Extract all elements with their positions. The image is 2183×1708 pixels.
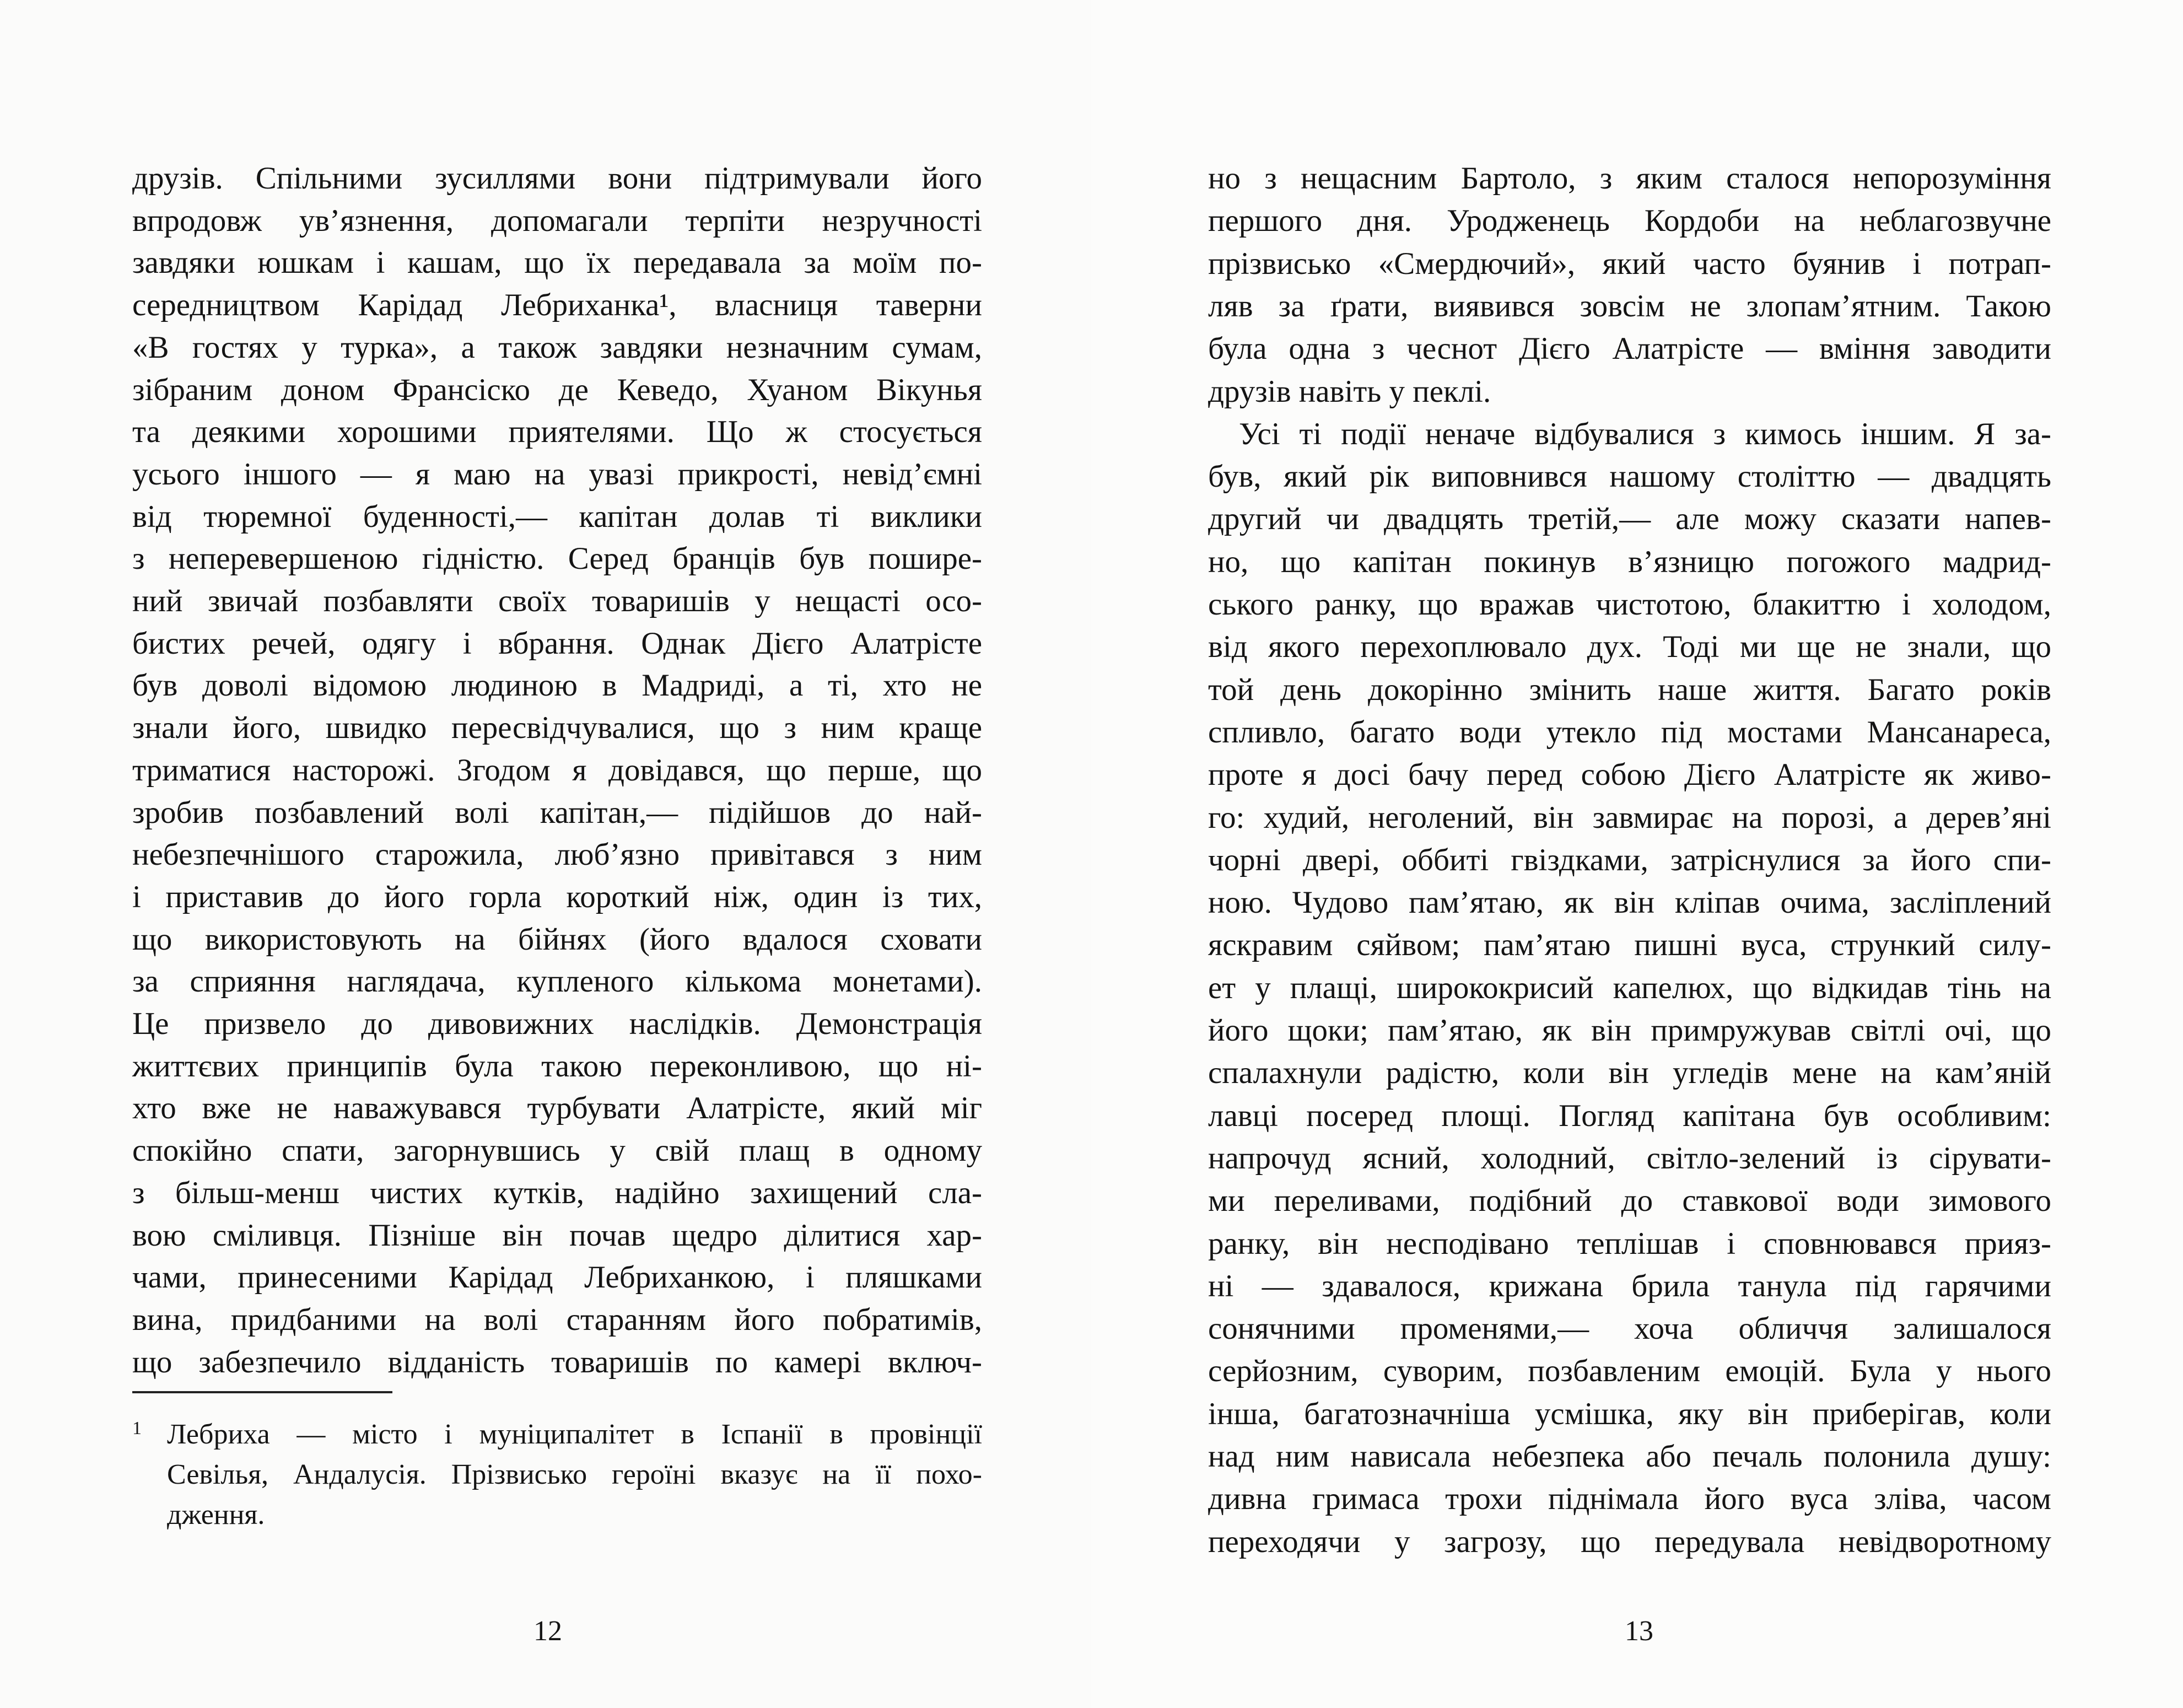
text-line: Усі ті події неначе відбувалися з кимось іншим. Я за- bbox=[1239, 416, 2051, 451]
text-line: і приставив до його горла короткий ніж, один із тих, bbox=[132, 879, 982, 914]
text-line: що використовують на бійнях (його вдалося сховати bbox=[132, 922, 982, 957]
footnote-line: Севілья, Андалусія. Прізвисько героїні вказує на її похо- bbox=[167, 1459, 982, 1490]
page-number-left: 12 bbox=[533, 1615, 562, 1647]
text-line: впродовж ув’язнення, допомагали терпіти незручності bbox=[132, 203, 982, 238]
text-line: триматися насторожі. Згодом я довідався, що перше, що bbox=[132, 752, 982, 788]
text-line: ляв за ґрати, виявився зовсім не злопам’ятним. Такою bbox=[1208, 288, 2051, 324]
text-line: від якого перехоплювало дух. Тоді ми ще не знали, що bbox=[1208, 629, 2051, 665]
text-line: но, що капітан покинув в’язницю погожого мадрид- bbox=[1208, 544, 2051, 579]
text-line: хто вже не наважувався турбувати Алатрісте, який міг bbox=[132, 1091, 982, 1126]
text-line: вою сміливця. Пізніше він почав щедро ділитися хар- bbox=[132, 1217, 982, 1253]
text-line: за сприяння наглядача, купленого кількома монетами). bbox=[132, 964, 982, 999]
text-line: ського ранку, що вражав чистотою, блакиттю і холодом, bbox=[1208, 587, 2051, 622]
text-line: напрочуд ясний, холодний, світло-зелений із сірувати- bbox=[1208, 1140, 2051, 1176]
text-line: вина, придбаними на волі старанням його побратимів, bbox=[132, 1302, 982, 1337]
text-line: ранку, він несподівано теплішав і сповнювався прияз- bbox=[1208, 1226, 2051, 1261]
text-line: його щоки; пам’ятаю, як він примружував світлі очі, що bbox=[1208, 1013, 2051, 1048]
text-line: зібраним доном Франсіско де Кеведо, Хуаном Вікунья bbox=[132, 372, 982, 407]
text-line: спокійно спати, загорнувшись у свій плащ в одному bbox=[132, 1133, 982, 1168]
left-page bbox=[0, 0, 1091, 1708]
text-line: завдяки юшкам і кашам, що їх передавала за моїм по- bbox=[132, 245, 982, 281]
text-line: проте я досі бачу перед собою Дієго Алатрісте як живо- bbox=[1208, 757, 2051, 793]
text-line: спалахнули радістю, коли він угледів мене на кам’яній bbox=[1208, 1055, 2051, 1091]
text-line: дивна гримаса трохи піднімала його вуса зліва, часом bbox=[1208, 1481, 2051, 1517]
text-line: від тюремної буденності,— капітан долав ті виклики bbox=[132, 499, 982, 534]
text-line: другий чи двадцять третій,— але можу сказати напев- bbox=[1208, 502, 2051, 537]
text-line: друзів навіть у пеклі. bbox=[1208, 374, 1491, 409]
text-line: но з нещасним Бартоло, з яким сталося непорозуміння bbox=[1208, 161, 2051, 196]
text-line: прізвисько «Смердючий», який часто буянив і потрап- bbox=[1208, 246, 2051, 281]
text-line: спливло, багато води утекло під мостами Мансанареса, bbox=[1208, 714, 2051, 750]
text-line: той день докорінно змінить наше життя. Багато років bbox=[1208, 672, 2051, 707]
text-line: ний звичай позбавляти своїх товаришів у нещасті осо- bbox=[132, 584, 982, 618]
text-line: ні — здавалося, крижана брила танула під гарячими bbox=[1208, 1268, 2051, 1303]
text-line: переходячи у загрозу, що передувала невідворотному bbox=[1208, 1524, 2051, 1559]
text-line: чорні двері, оббиті гвіздками, затріснулися за його спи- bbox=[1208, 842, 2051, 877]
text-line: чами, принесеними Карідад Лебриханкою, і пляшками bbox=[132, 1260, 982, 1295]
text-line: інша, багатозначніша усмішка, яку він приберігав, коли bbox=[1208, 1396, 2051, 1431]
text-line: та деякими хорошими приятелями. Що ж стосується bbox=[132, 414, 982, 450]
text-line: була одна з чеснот Дієго Алатрісте — вміння заводити bbox=[1208, 331, 2051, 367]
text-line: знали його, швидко пересвідчувалися, що з ним краще bbox=[132, 710, 982, 746]
text-line: зробив позбавлений волі капітан,— підійшов до най- bbox=[132, 795, 982, 830]
text-line: був, який рік виповнився нашому століттю — двадцять bbox=[1208, 459, 2051, 494]
text-line: життєвих принципів була такою переконливою, що ні- bbox=[132, 1048, 982, 1084]
text-line: ною. Чудово пам’ятаю, як він кліпав очима, засліплений bbox=[1208, 885, 2051, 920]
footnote-line: Лебриха — місто і муніципалітет в Іспанії в провінції bbox=[167, 1419, 982, 1450]
text-line: з більш-менш чистих кутків, надійно захищений сла- bbox=[132, 1175, 982, 1210]
text-line: лавці посеред площі. Погляд капітана був особливим: bbox=[1208, 1098, 2051, 1133]
text-line: першого дня. Уродженець Кордоби на неблагозвучне bbox=[1208, 203, 2051, 239]
text-line: бистих речей, одягу і вбрання. Однак Дієго Алатрісте bbox=[132, 626, 982, 661]
text-line: середництвом Карідад Лебриханка¹, власниця таверни bbox=[132, 288, 982, 323]
text-line: яскравим сяйвом; пам’ятаю пишні вуса, стрункий силу- bbox=[1208, 928, 2051, 963]
text-line: небезпечнішого старожила, люб’язно привітався з ним bbox=[132, 837, 982, 872]
footnote-marker: 1 bbox=[132, 1418, 142, 1438]
page-number-right: 13 bbox=[1625, 1615, 1653, 1647]
text-line: серйозним, суворим, позбавленим емоцій. Була у нього bbox=[1208, 1354, 2051, 1389]
text-line: ми переливами, подібний до ставкової води зимового bbox=[1208, 1183, 2051, 1219]
text-line: «В гостях у турка», а також завдяки незначним сумам, bbox=[132, 330, 982, 365]
right-page bbox=[1091, 0, 2183, 1708]
text-line: усього іншого — я маю на увазі прикрості, невід’ємні bbox=[132, 456, 982, 492]
text-line: був доволі відомою людиною в Мадриді, а ті, хто не bbox=[132, 668, 982, 703]
footnote-divider bbox=[132, 1391, 392, 1393]
text-line: сонячними променями,— хоча обличчя залишалося bbox=[1208, 1311, 2051, 1346]
text-line: го: худий, неголений, він завмирає на порозі, а дерев’яні bbox=[1208, 800, 2051, 835]
footnote-line: дження. bbox=[167, 1499, 265, 1531]
text-line: друзів. Спільними зусиллями вони підтримували його bbox=[132, 161, 982, 196]
text-line: що забезпечило відданість товаришів по камері включ- bbox=[132, 1344, 982, 1380]
text-line: з неперевершеною гідністю. Серед бранців був пошире- bbox=[132, 541, 982, 576]
text-line: над ним нависала небезпека або печаль полонила душу: bbox=[1208, 1439, 2051, 1474]
text-line: Це призвело до дивовижних наслідків. Демонстрація bbox=[132, 1006, 982, 1041]
text-line: ет у плащі, ширококрисий капелюх, що відкидав тінь на bbox=[1208, 970, 2051, 1005]
